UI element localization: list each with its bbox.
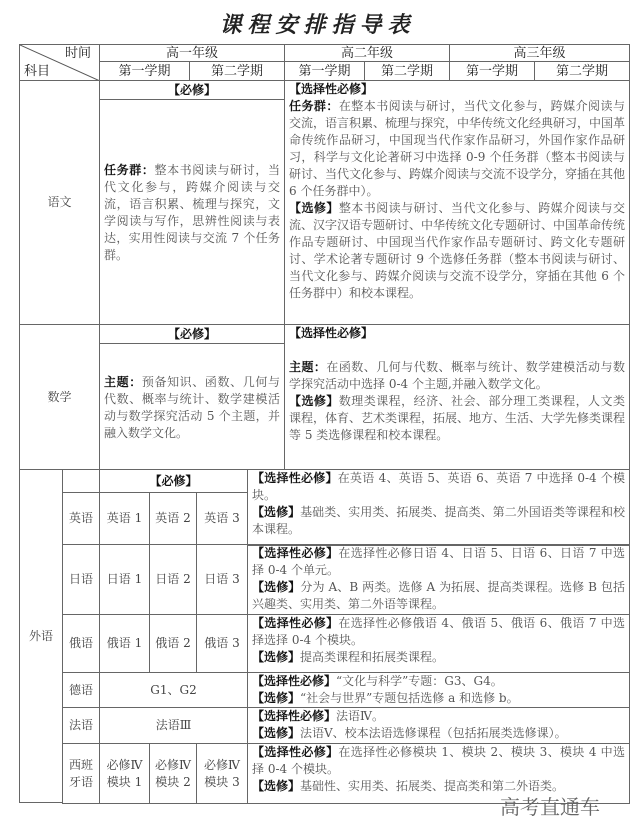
text: 分为 A、B 两类。选修 A 为拓展、提高类课程。选修 B 包括兴趣类、实用类、第二外语等课程。 [252, 580, 625, 611]
text: 在整本书阅读与研讨，当代文化参与，跨媒介阅读与交流，语言积累、梳理与探究，中华传统文化经典研习，中国革命传统作品研习，中国现当代作家作品研习，外国作家作品研习，科学与文化论著研习中选择 0-9 个任务群（整本书阅读与研讨、当代文化参与、跨媒介阅读与交流不设学分，穿插在其他 6 个任务群中）。 [289, 99, 626, 198]
chinese-required-label [99, 80, 285, 100]
language-name: 俄语 [62, 614, 100, 673]
text: “社会与世界”专题包括选修 a 和选修 b。 [300, 691, 519, 705]
required-module: 日语 3 [196, 544, 248, 615]
language-name: 英语 [62, 492, 100, 545]
text: “文化与科学”专题：G3、G4。 [336, 674, 503, 688]
required-module: 英语 3 [196, 492, 248, 545]
g3-sem2: 第二学期 [534, 61, 630, 81]
label: 【选修】 [252, 726, 301, 740]
label: 【选择性必修】 [252, 471, 338, 485]
text: 预备知识、函数、几何与代数、概率与统计、数学建模活动与数学探究活动 5 个主题，并融入数学文化。 [104, 375, 280, 440]
subject-chinese: 语文 [19, 80, 100, 325]
required-module: 日语 2 [149, 544, 197, 615]
lead: 主题： [104, 375, 142, 389]
text: 基础性、实用类、拓展类、提高类和第二外语类。 [300, 779, 565, 793]
math-elective-content [284, 324, 630, 470]
required-module: 英语 2 [149, 492, 197, 545]
g3-sem1: 第一学期 [449, 61, 535, 81]
label: 【选修】 [252, 691, 301, 705]
text: 法语Ⅴ、校本法语选修课程（包括拓展类选修课）。 [300, 726, 567, 740]
text: 法语Ⅳ。 [336, 709, 385, 723]
lead: 任务群： [289, 99, 339, 113]
required-module: 必修Ⅳ模块 2 [149, 743, 197, 804]
label: 【选择性必修】 [252, 745, 339, 759]
language-elective-content [247, 544, 630, 615]
required-module: G1、G2 [99, 672, 248, 708]
blank-cell [62, 469, 100, 493]
g1-sem2: 第二学期 [189, 61, 285, 81]
label: 【选择性必修】 [252, 709, 337, 723]
label: 【选择性必修】 [252, 674, 337, 688]
label: 【选修】 [289, 201, 339, 215]
language-name: 法语 [62, 707, 100, 744]
chinese-elective-content [284, 80, 630, 325]
grade-1-header: 高一年级 [99, 44, 285, 62]
text: 提高类课程和拓展类课程。 [300, 650, 445, 664]
subject-foreign: 外语 [19, 469, 63, 803]
watermark: 高考直通车 [500, 795, 600, 819]
required-module: 英语 1 [99, 492, 150, 545]
label: 【选修】 [252, 779, 301, 793]
label: 【必修】 [149, 473, 198, 488]
label: 【选修】 [289, 394, 339, 408]
required-module: 必修Ⅳ模块 3 [196, 743, 248, 804]
label: 【选修】 [252, 650, 301, 664]
lead: 任务群： [104, 163, 155, 177]
math-required-label [99, 324, 285, 344]
language-elective-content [247, 469, 630, 546]
g2-sem1: 第一学期 [284, 61, 365, 81]
text: 数理类课程，经济、社会、部分理工类课程，人文类课程，体育、艺术类课程，拓展、地方、生活、大学先修类课程等 5 类选修课程和校本课程。 [289, 394, 626, 442]
required-module: 俄语 2 [149, 614, 197, 673]
required-module: 日语 1 [99, 544, 150, 615]
label: 【选择性必修】 [289, 326, 374, 340]
header-subject-label: 科目 [24, 64, 51, 79]
text: 在选择性必修俄语 4、俄语 5、俄语 6、俄语 7 中选择选择 0-4 个模块。 [252, 616, 625, 647]
header-corner-cell [19, 44, 100, 81]
text: 在选择性必修模块 1、模块 2、模块 3、模块 4 中选择 0-4 个模块。 [252, 745, 625, 776]
grade-2-header: 高二年级 [284, 44, 450, 62]
required-module: 俄语 1 [99, 614, 150, 673]
required-module: 必修Ⅳ模块 1 [99, 743, 150, 804]
language-elective-content [247, 707, 630, 744]
language-name: 日语 [62, 544, 100, 615]
language-name: 西班牙语 [62, 743, 100, 804]
text: 在选择性必修日语 4、日语 5、日语 6、日语 7 中选择 0-4 个单元。 [252, 546, 625, 577]
g2-sem2: 第二学期 [364, 61, 450, 81]
label: 【选择性必修】 [252, 546, 339, 560]
label: 【选修】 [252, 505, 301, 519]
label: 【选择性必修】 [252, 616, 339, 630]
grade-3-header: 高三年级 [449, 44, 630, 62]
foreign-required-label [99, 469, 248, 493]
subject-math: 数学 [19, 324, 100, 470]
required-module: 俄语 3 [196, 614, 248, 673]
text: 在函数、几何与代数、概率与统计、数学建模活动与数学探究活动中选择 0-4 个主题,并融入数学文化。 [289, 360, 625, 391]
language-name: 德语 [62, 672, 100, 708]
page-title: 课程安排指导表 [219, 12, 416, 38]
text: 在英语 4、英语 5、英语 6、英语 7 中选择 0-4 个模块。 [252, 471, 625, 502]
header-time-label: 时间 [64, 46, 91, 61]
chinese-required-content [99, 99, 285, 325]
g1-sem1: 第一学期 [99, 61, 190, 81]
label: 【选修】 [252, 580, 301, 594]
required-module: 法语Ⅲ [99, 707, 248, 744]
text: 整本书阅读与研讨，当代文化参与，跨媒介阅读与交流，语言积累、梳理与探究，文学阅读与写作，思辨性阅读与表达，实用性阅读与交流 7 个任务群。 [104, 163, 280, 262]
required-label: 【必修】 [167, 82, 216, 97]
text: 基础类、实用类、拓展类、提高类、第二外国语类等课程和校本课程。 [252, 505, 625, 536]
language-elective-content [247, 672, 630, 708]
language-elective-content [247, 614, 630, 673]
lead: 主题： [289, 360, 327, 374]
math-required-content [99, 343, 285, 470]
text: 整本书阅读与研讨、当代文化参与、跨媒介阅读与交流、汉字汉语专题研讨、中华传统文化专题研讨、中国革命传统作品专题研讨、中国现当代作家作品专题研讨、跨文化专题研讨、学术论著专题研讨 9 个选修任务群（整本书阅读与研讨、当代文化参与、跨媒介阅读与交流不设学分，穿插在其他 6 个任务群中）和校本课程。 [289, 201, 626, 300]
label: 【必修】 [167, 326, 216, 341]
label: 【选择性必修】 [289, 82, 374, 96]
